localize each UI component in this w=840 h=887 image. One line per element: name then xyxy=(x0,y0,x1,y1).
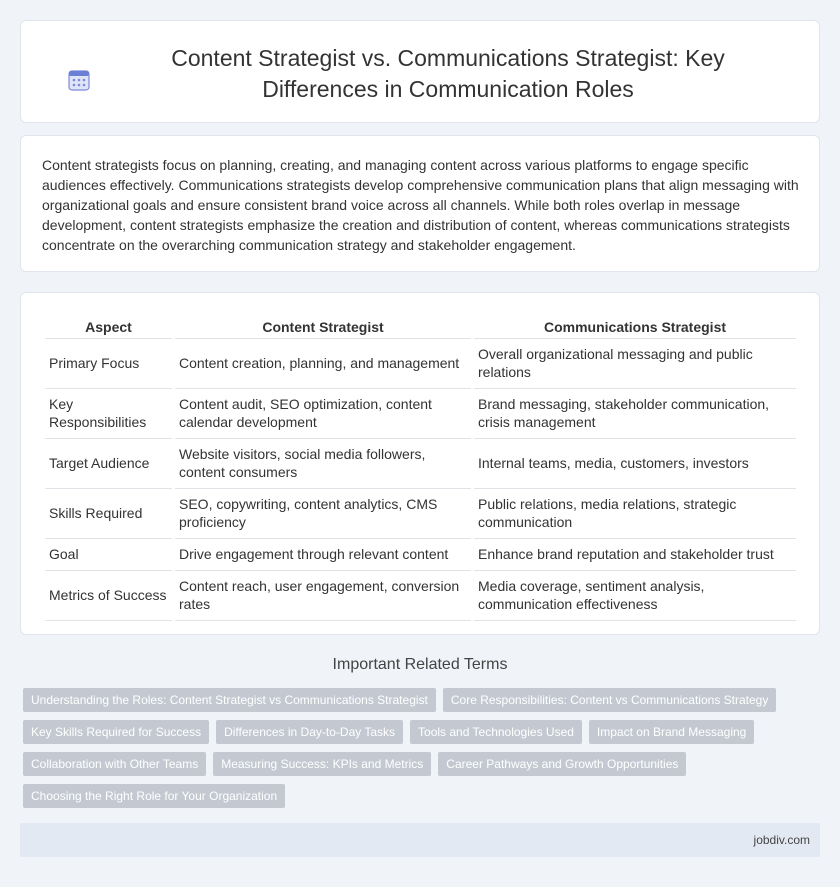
comparison-table xyxy=(42,315,799,621)
related-term-tag[interactable]: Collaboration with Other Teams xyxy=(23,752,206,776)
content-cell: SEO, copywriting, content analytics, CMS proficiency xyxy=(175,489,471,539)
content-cell: Drive engagement through relevant content xyxy=(175,539,471,571)
header-content-strategist: Content Strategist xyxy=(175,315,471,339)
related-term-tag[interactable]: Core Responsibilities: Content vs Communications Strategy xyxy=(443,688,776,712)
communications-cell: Public relations, media relations, strategic communication xyxy=(474,489,796,539)
page-title: Content Strategist vs. Communications Strategist: Key Differences in Communication Roles xyxy=(171,45,725,102)
aspect-cell: Target Audience xyxy=(45,439,172,489)
intro-card xyxy=(20,135,820,272)
related-term-tag[interactable]: Career Pathways and Growth Opportunities xyxy=(438,752,686,776)
aspect-cell: Goal xyxy=(45,539,172,571)
header-aspect: Aspect xyxy=(45,315,172,339)
footer-site-link[interactable]: jobdiv.com xyxy=(753,833,810,847)
table-row xyxy=(45,339,796,389)
content-cell: Content reach, user engagement, conversion rates xyxy=(175,571,471,621)
table-row xyxy=(45,439,796,489)
related-term-tag[interactable]: Differences in Day-to-Day Tasks xyxy=(216,720,403,744)
aspect-cell: Key Responsibilities xyxy=(45,389,172,439)
table-row xyxy=(45,389,796,439)
communications-cell: Enhance brand reputation and stakeholder trust xyxy=(474,539,796,571)
table-row xyxy=(45,539,796,571)
aspect-cell: Skills Required xyxy=(45,489,172,539)
related-term-tag[interactable]: Impact on Brand Messaging xyxy=(589,720,754,744)
communications-cell: Overall organizational messaging and public relations xyxy=(474,339,796,389)
header-communications-strategist: Communications Strategist xyxy=(474,315,796,339)
communications-cell: Media coverage, sentiment analysis, communication effectiveness xyxy=(474,571,796,621)
related-term-tag[interactable]: Understanding the Roles: Content Strategist vs Communications Strategist xyxy=(23,688,436,712)
content-cell: Website visitors, social media followers, content consumers xyxy=(175,439,471,489)
related-term-tag[interactable]: Measuring Success: KPIs and Metrics xyxy=(213,752,431,776)
tag-row xyxy=(23,720,783,744)
related-term-tag[interactable]: Key Skills Required for Success xyxy=(23,720,209,744)
comparison-card xyxy=(20,292,820,635)
tag-row xyxy=(23,688,783,712)
related-term-tag[interactable]: Choosing the Right Role for Your Organization xyxy=(23,784,285,808)
related-terms-heading: Important Related Terms xyxy=(332,656,508,673)
content-cell: Content audit, SEO optimization, content calendar development xyxy=(175,389,471,439)
table-header-row xyxy=(45,315,796,339)
title-card xyxy=(20,20,820,123)
communications-cell: Brand messaging, stakeholder communication, crisis management xyxy=(474,389,796,439)
aspect-cell: Metrics of Success xyxy=(45,571,172,621)
table-row xyxy=(45,571,796,621)
table-row xyxy=(45,489,796,539)
aspect-cell: Primary Focus xyxy=(45,339,172,389)
tag-row xyxy=(23,752,783,776)
tag-row xyxy=(23,784,783,808)
content-cell: Content creation, planning, and management xyxy=(175,339,471,389)
footer xyxy=(20,823,820,857)
related-term-tag[interactable]: Tools and Technologies Used xyxy=(410,720,582,744)
related-terms-list xyxy=(23,688,783,816)
communications-cell: Internal teams, media, customers, investors xyxy=(474,439,796,489)
intro-paragraph: Content strategists focus on planning, creating, and managing content across various platforms to engage specific audiences effectively. Communications strategists develop comprehensive communication plans that align messaging with organizational goals and ensure consistent brand voice across all channels. While both roles overlap in message development, content strategists emphasize the creation and distribution of content, whereas communications strategists concentrate on the overarching communication strategy and stakeholder engagement. xyxy=(42,157,799,253)
